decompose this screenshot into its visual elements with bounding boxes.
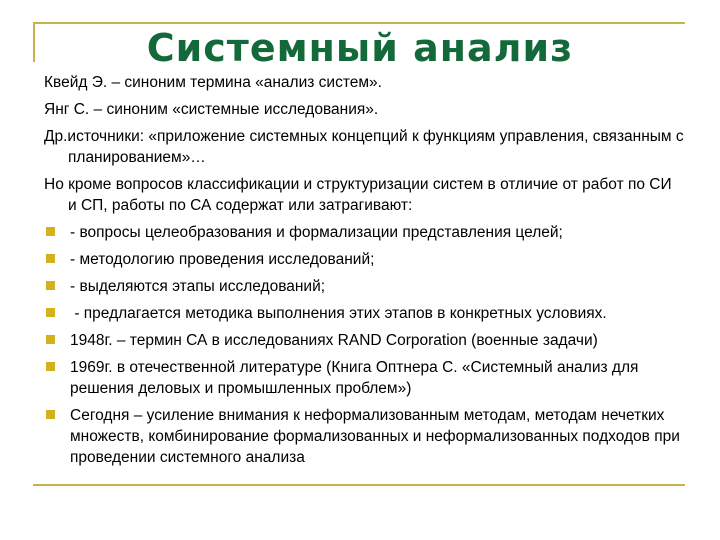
- slide-title: Системный анализ: [146, 26, 574, 70]
- bullet-item: [44, 330, 684, 351]
- paragraph-other-sources: Др.источники: «приложение системных концепций к функциям управления, связанным с планированием»…: [44, 128, 684, 166]
- bullet-text: - предлагается методика выполнения этих этапов в конкретных условиях.: [70, 305, 607, 322]
- paragraph-intro: Но кроме вопросов классификации и структуризации систем в отличие от работ по СИ и СП, работы по СА содержат или затрагивают:: [44, 176, 672, 214]
- bullet-text: 1969г. в отечественной литературе (Книга Оптнера С. «Системный анализ для решения деловых и промышленных проблем»): [70, 359, 639, 397]
- bullet-item: [44, 357, 684, 399]
- bullet-text: - вопросы целеобразования и формализации представления целей;: [70, 224, 563, 241]
- bullet-text: - методологию проведения исследований;: [70, 251, 375, 268]
- bullet-text: - выделяются этапы исследований;: [70, 278, 326, 295]
- bullet-item: [44, 303, 684, 324]
- square-bullet-icon: [46, 335, 55, 344]
- square-bullet-icon: [46, 362, 55, 371]
- paragraph-young: Янг С. – синоним «системные исследования».: [44, 101, 379, 118]
- square-bullet-icon: [46, 254, 55, 263]
- bullet-item: [44, 249, 684, 270]
- bullet-item: [44, 405, 684, 468]
- slide-content: [44, 72, 684, 474]
- bullet-text: 1948г. – термин СА в исследованиях RAND Corporation (военные задачи): [70, 332, 598, 349]
- bullet-item: [44, 222, 684, 243]
- square-bullet-icon: [46, 281, 55, 290]
- bullet-item: [44, 276, 684, 297]
- paragraph-quade: Квейд Э. – синоним термина «анализ систем».: [44, 74, 382, 91]
- bottom-divider: [33, 484, 685, 486]
- square-bullet-icon: [46, 227, 55, 236]
- bullet-text: Сегодня – усиление внимания к неформализованным методам, методам нечетких множеств, комбинирование формализованных и неформализованных подходов при проведении системного анализа: [70, 407, 680, 466]
- square-bullet-icon: [46, 410, 55, 419]
- square-bullet-icon: [46, 308, 55, 317]
